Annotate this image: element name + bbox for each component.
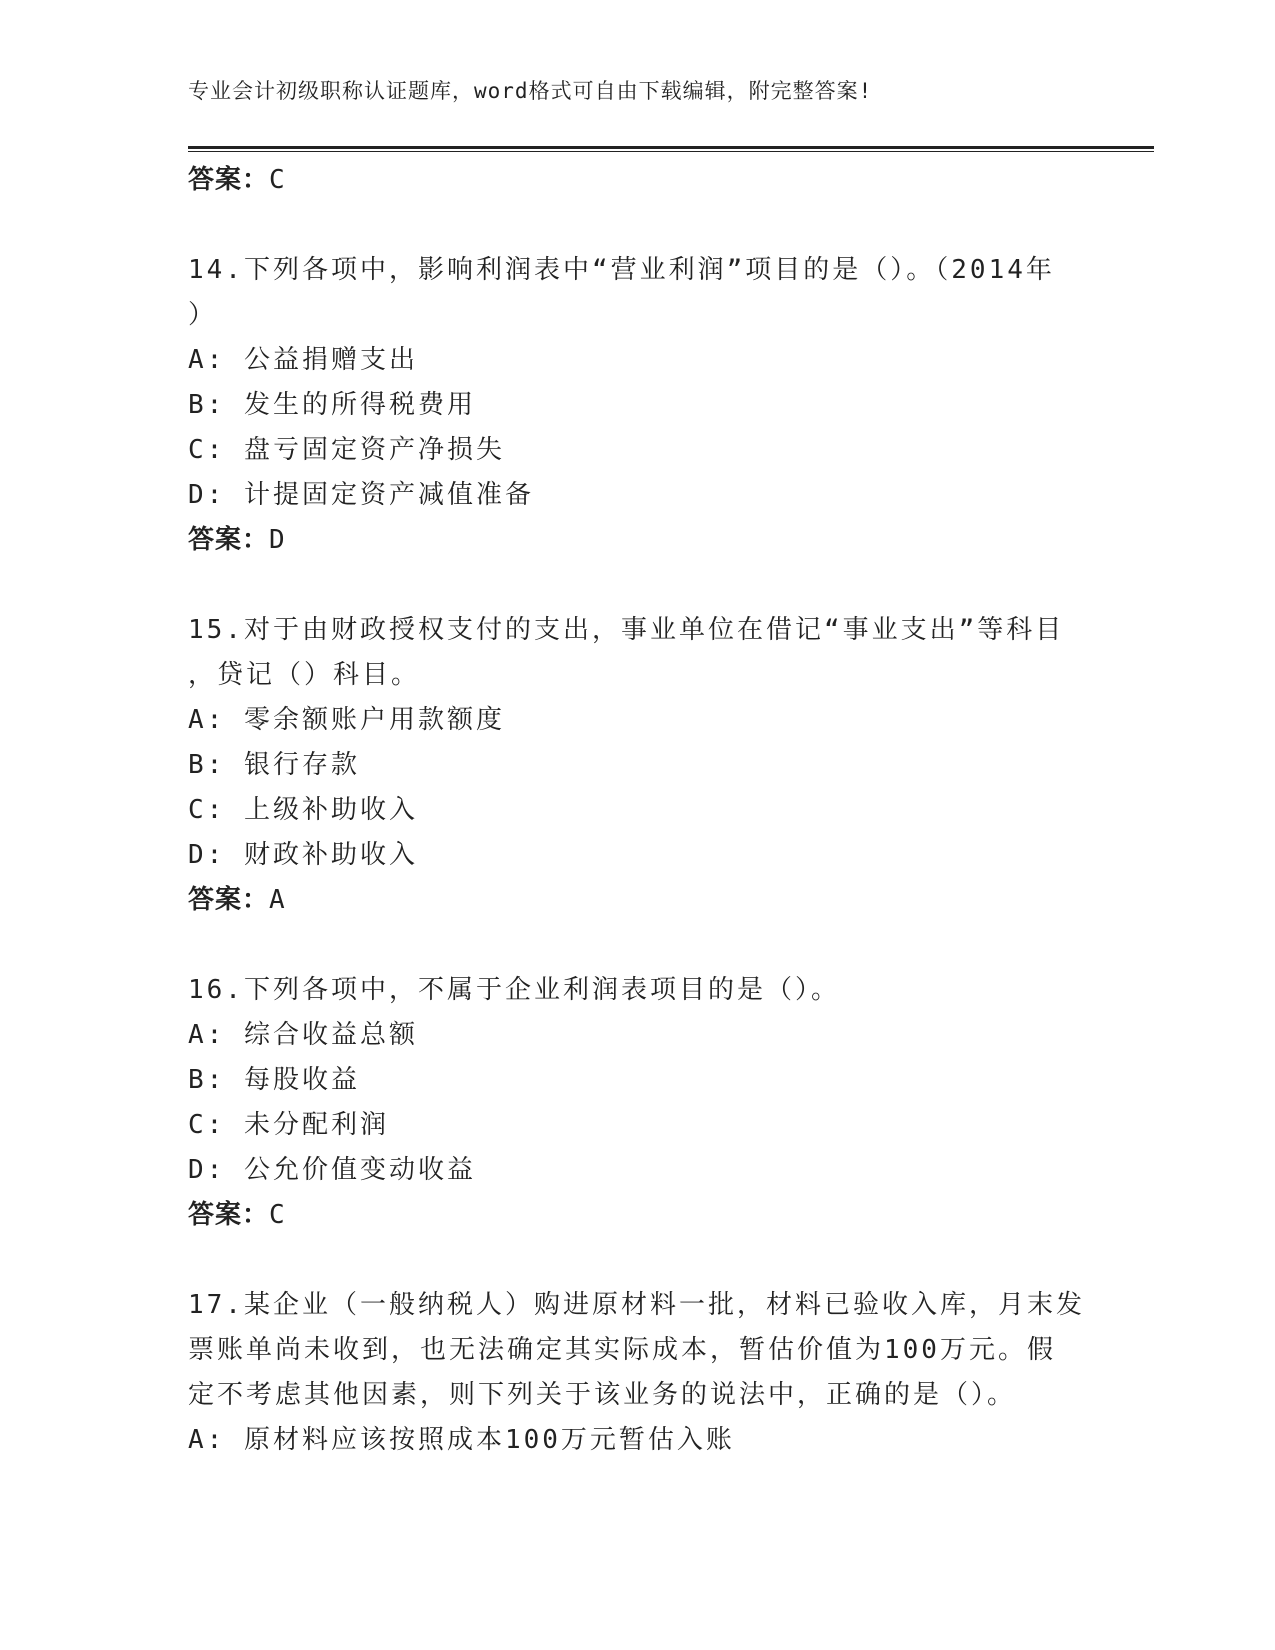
question-15	[188, 608, 1088, 923]
question-stem: 15.对于由财政授权支付的支出，事业单位在借记“事业支出”等科目	[188, 615, 1065, 645]
question-14	[188, 248, 1088, 563]
option-c: C: 未分配利润	[188, 1110, 389, 1140]
question-content	[188, 158, 1088, 1463]
answer-line	[188, 878, 1088, 923]
question-stem: 票账单尚未收到，也无法确定其实际成本，暂估价值为100万元。假	[188, 1335, 1056, 1365]
option-a: A: 公益捐赠支出	[188, 345, 418, 375]
option-a: A: 综合收益总额	[188, 1020, 418, 1050]
answer-line	[188, 518, 1088, 563]
spacer	[188, 923, 1088, 968]
question-stem: 定不考虑其他因素，则下列关于该业务的说法中，正确的是（）。	[188, 1380, 1017, 1410]
option-b: B: 银行存款	[188, 750, 360, 780]
option-a: A: 零余额账户用款额度	[188, 705, 505, 735]
header-rule-thick	[188, 146, 1154, 149]
answer-value: A	[269, 885, 286, 915]
option-d: D: 公允价值变动收益	[188, 1155, 476, 1185]
question-stem: ）	[188, 300, 218, 330]
question-stem: ，贷记（）科目。	[188, 660, 421, 690]
answer-line	[188, 1193, 1088, 1238]
question-stem: 17.某企业（一般纳税人）购进原材料一批，材料已验收入库，月末发	[188, 1290, 1085, 1320]
spacer	[188, 203, 1088, 248]
question-16	[188, 968, 1088, 1238]
answer-line	[188, 158, 1088, 203]
answer-label: 答案：	[188, 525, 270, 555]
option-b: B: 每股收益	[188, 1065, 360, 1095]
option-b: B: 发生的所得税费用	[188, 390, 476, 420]
page-header: 专业会计初级职称认证题库，word格式可自由下载编辑，附完整答案!	[188, 79, 873, 103]
option-d: D: 财政补助收入	[188, 840, 418, 870]
answer-value: D	[269, 525, 286, 555]
option-c: C: 盘亏固定资产净损失	[188, 435, 505, 465]
question-17	[188, 1283, 1088, 1463]
answer-value: C	[269, 165, 286, 195]
header-rule-thin	[188, 151, 1154, 152]
spacer	[188, 563, 1088, 608]
answer-label: 答案：	[188, 165, 270, 195]
spacer	[188, 1238, 1088, 1283]
question-stem: 16.下列各项中，不属于企业利润表项目的是（）。	[188, 975, 840, 1005]
answer-label: 答案：	[188, 1200, 270, 1230]
option-a: A: 原材料应该按照成本100万元暂估入账	[188, 1425, 735, 1455]
option-d: D: 计提固定资产减值准备	[188, 480, 534, 510]
question-stem: 14.下列各项中，影响利润表中“营业利润”项目的是（）。（2014年	[188, 255, 1055, 285]
answer-label: 答案：	[188, 885, 270, 915]
option-c: C: 上级补助收入	[188, 795, 418, 825]
answer-value: C	[269, 1200, 286, 1230]
